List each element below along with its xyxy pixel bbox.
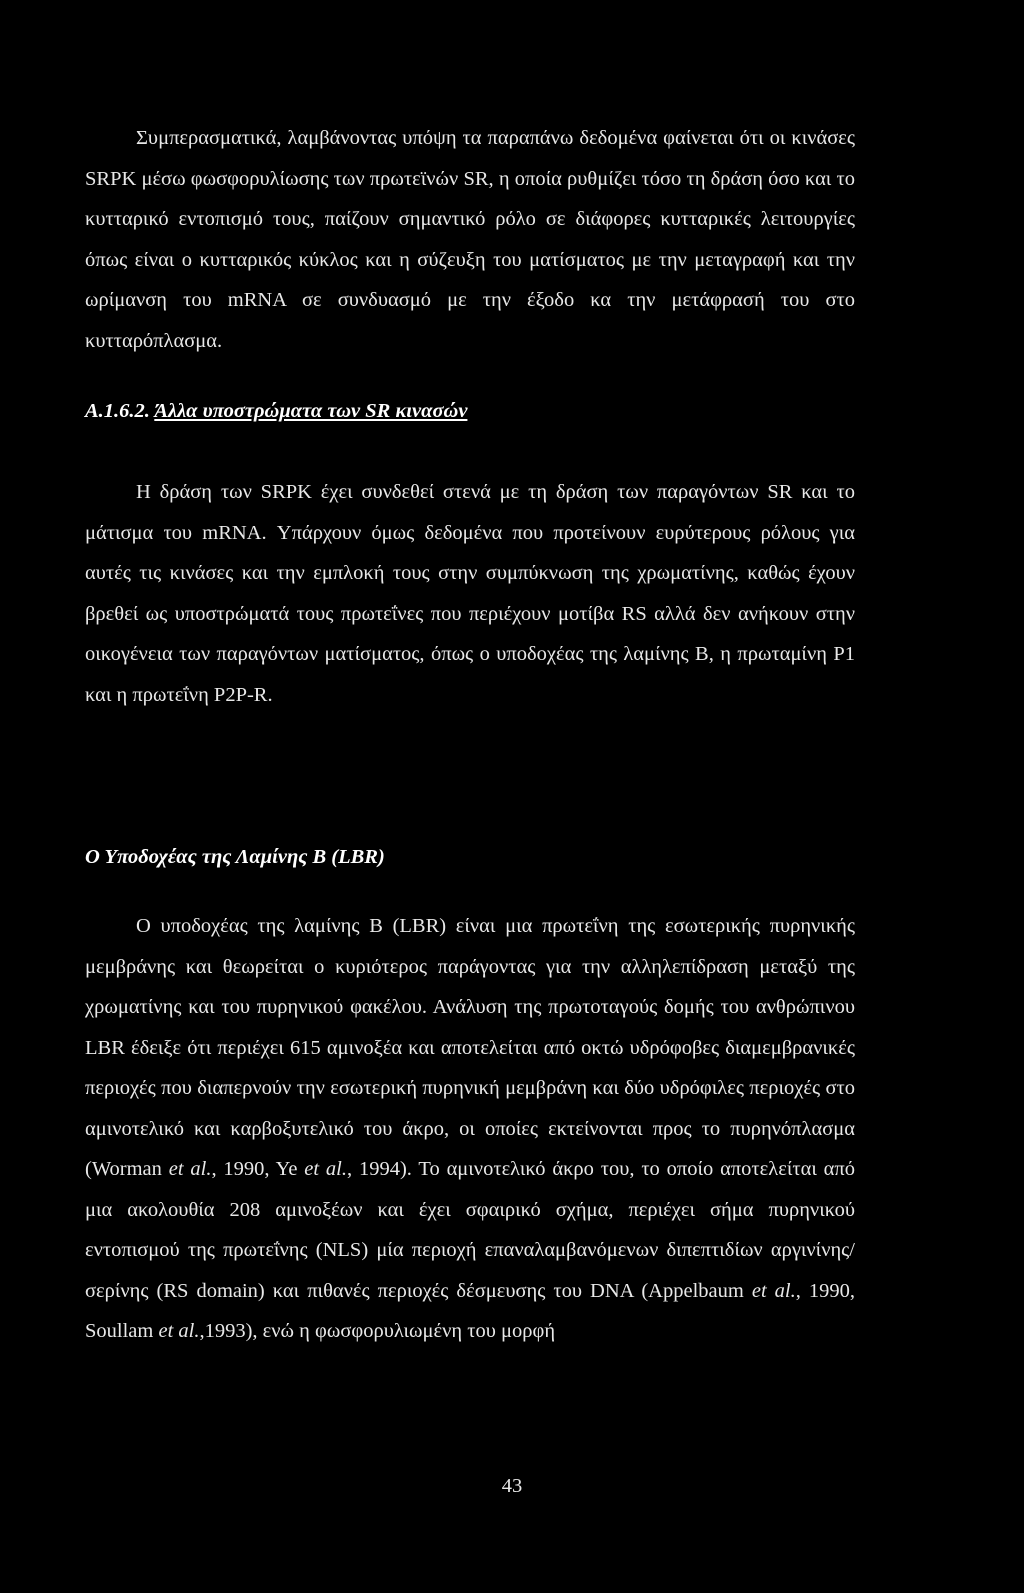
citation-et-al: et al. — [158, 1320, 200, 1342]
section-title: Άλλα υποστρώματα των SR κινασών — [154, 400, 468, 422]
page-number: 43 — [501, 1475, 523, 1497]
citation-et-al: et al. — [168, 1158, 212, 1180]
paragraph-lbr-text-1: Ο υποδοχέας της λαμίνης Β (LBR) είναι μια πρωτεΐνη της εσωτερικής πυρηνικής μεμβράνης και θεωρείται ο κυριότερος παράγοντας για την αλληλεπίδραση μεταξύ της χρωματίνης και του πυρηνικού φακέλου. Ανάλυση της πρωτοταγούς δομής του ανθρώπινου LBR έδειξε ότι περιέχει 615 αμινοξέα και αποτελείται από οκτώ υδρόφοβες διαμεμβρανικές περιοχές που διαπερνούν την εσωτερική πυρηνική μεμβράνη και δύο υδρόφιλες περιοχές στο αμινοτελικό και καρβοξυτελικό του άκρο, οι οποίες εκτείνονται προς το πυρηνόπλασμα (Worman — [85, 915, 855, 1180]
citation-et-al: et al. — [304, 1158, 347, 1180]
paragraph-lbr-text-5: ,1993), ενώ η φωσφορυλιωμένη του μορφή — [199, 1320, 556, 1342]
section-heading-other-substrates — [85, 400, 467, 423]
subsection-heading-lbr: Ο Υποδοχέας της Λαμίνης Β (LBR) — [85, 846, 385, 868]
paragraph-lbr-text-2: , 1990, Ye — [211, 1158, 305, 1180]
paragraph-srpk-roles — [85, 472, 855, 715]
paragraph-conclusion-text: Συμπερασματικά, λαμβάνοντας υπόψη τα παραπάνω δεδομένα φαίνεται ότι οι κινάσες SRPK μέσω φωσφορυλίωσης των πρωτεϊνών SR, η οποία ρυθμίζει τόσο τη δράση όσο και το κυτταρικό εντοπισμό τους, παίζουν σημαντικό ρόλο σε διάφορες κυτταρικές λειτουργίες όπως είναι ο κυτταρικός κύκλος και η σύζευξη του ματίσματος με την μεταγραφή και την ωρίμανση του mRNA σε συνδυασμό με την έξοδο κα την μετάφρασή του στο κυτταρόπλασμα. — [85, 127, 855, 352]
citation-et-al: et al. — [751, 1279, 796, 1302]
paragraph-srpk-roles-text: Η δράση των SRPK έχει συνδεθεί στενά με τη δράση των παραγόντων SR και το μάτισμα του mRNA. Υπάρχουν όμως δεδομένα που προτείνουν ευρύτερους ρόλους για αυτές τις κινάσες και την εμπλοκή τους στην συμπύκνωση της χρωματίνης, καθώς έχουν βρεθεί ως υποστρώματά τους πρωτεΐνες που περιέχουν μοτίβα RS αλλά δεν ανήκουν στην οικογένεια των παραγόντων ματίσματος, όπως ο υποδοχέας της λαμίνης Β, η πρωταμίνη P1 και η πρωτεΐνη P2P-R. — [85, 481, 855, 706]
paragraph-lbr — [85, 906, 855, 1352]
paragraph-lbr-text-3: , 1994). Το αμινοτελικό άκρο του, το οποίο αποτελείται από μια ακολουθία 208 αμινοξέων και έχει σφαιρικό σχήμα, περιέχει σήμα πυρηνικού εντοπισμού της πρωτεΐνης (NLS) μία περιοχή επαναλαμβανόμενων διπεπτιδίων αργινίνης/σερίνης (RS domain) και πιθανές περιοχές δέσμευσης του DNA (Appelbaum — [85, 1158, 856, 1302]
section-number: Α.1.6.2. — [85, 400, 150, 422]
paragraph-conclusion — [85, 118, 855, 361]
paragraph-lbr-text-4: , 1990, Soullam — [85, 1279, 855, 1342]
